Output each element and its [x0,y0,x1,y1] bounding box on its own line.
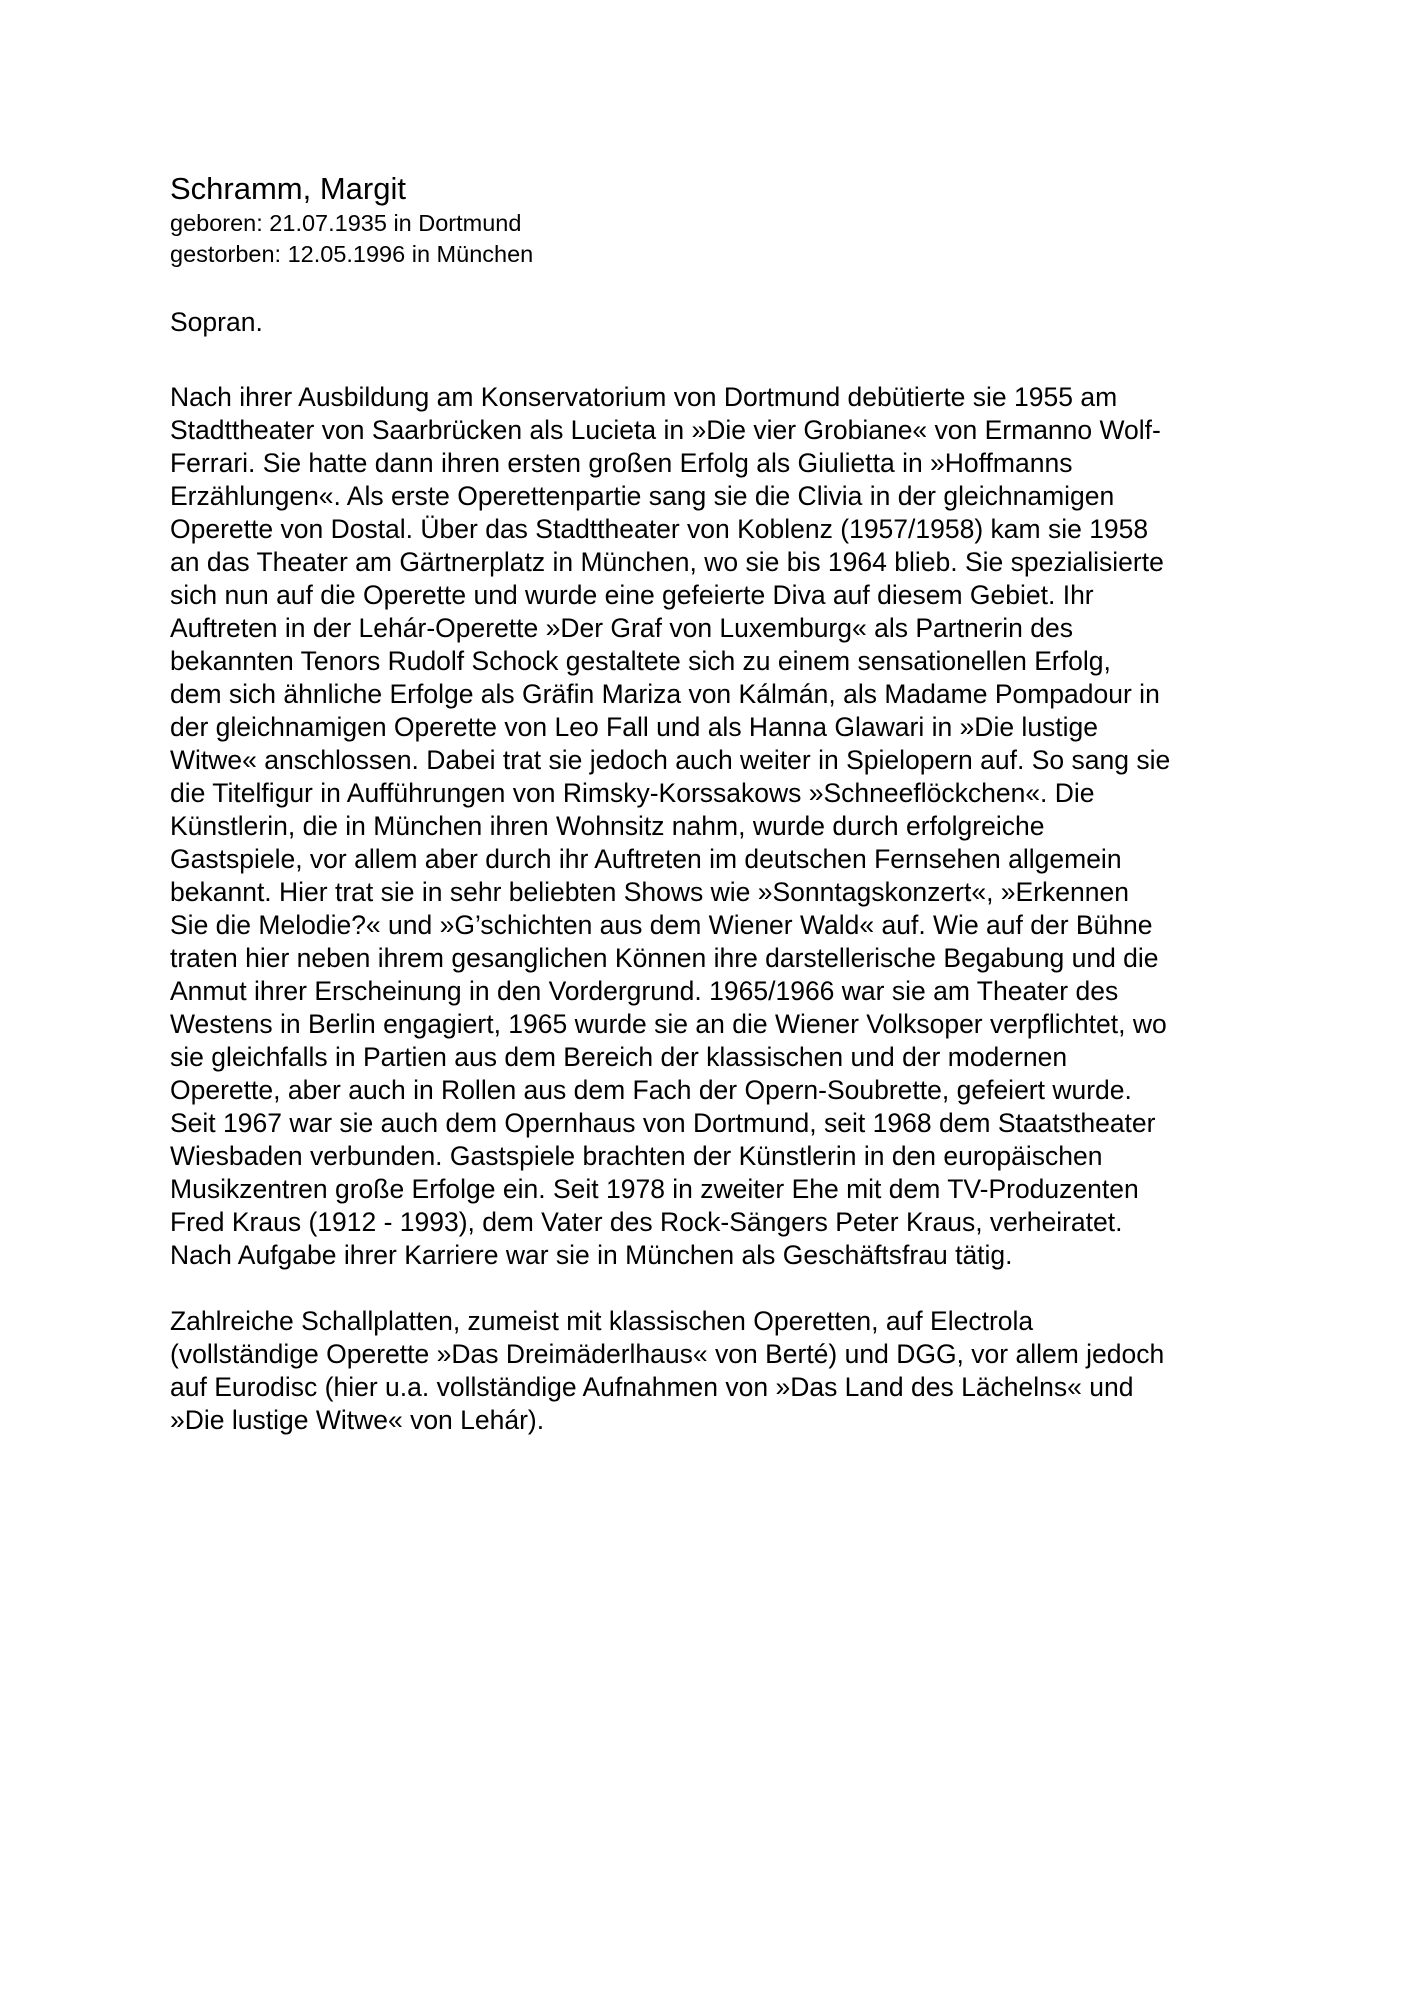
biography-paragraph [170,381,1270,1272]
biography-line: Erzählungen«. Als erste Operettenpartie sang sie die Clivia in der gleichnamigen [170,481,1115,511]
biography-line: Operette, aber auch in Rollen aus dem Fach der Opern-Soubrette, gefeiert wurde. [170,1075,1132,1105]
biography-line: Sie die Melodie?« und »G’schichten aus dem Wiener Wald« auf. Wie auf der Bühne [170,910,1153,940]
discography-line: Zahlreiche Schallplatten, zumeist mit klassischen Operetten, auf Electrola [170,1306,1034,1336]
biography-line: Auftreten in der Lehár-Operette »Der Graf von Luxemburg« als Partnerin des [170,613,1073,643]
biography-line: Gastspiele, vor allem aber durch ihr Auftreten im deutschen Fernsehen allgemein [170,844,1122,874]
biography-line: Nach Aufgabe ihrer Karriere war sie in München als Geschäftsfrau tätig. [170,1240,1013,1270]
biography-line: Stadttheater von Saarbrücken als Lucieta in »Die vier Grobiane« von Ermanno Wolf- [170,415,1161,445]
discography-line: auf Eurodisc (hier u.a. vollständige Aufnahmen von »Das Land des Lächelns« und [170,1372,1134,1402]
biography-line: bekannt. Hier trat sie in sehr beliebten Shows wie »Sonntagskonzert«, »Erkennen [170,877,1129,907]
biography-line: Musikzentren große Erfolge ein. Seit 1978 in zweiter Ehe mit dem TV-Produzenten [170,1174,1139,1204]
death-info: gestorben: 12.05.1996 in München [170,241,534,267]
biography-line: Fred Kraus (1912 - 1993), dem Vater des Rock-Sängers Peter Kraus, verheiratet. [170,1207,1123,1237]
biography-line: dem sich ähnliche Erfolge als Gräfin Mariza von Kálmán, als Madame Pompadour in [170,679,1160,709]
birth-info: geboren: 21.07.1935 in Dortmund [170,210,522,236]
biography-line: der gleichnamigen Operette von Leo Fall und als Hanna Glawari in »Die lustige [170,712,1099,742]
biography-line: traten hier neben ihrem gesanglichen Können ihre darstellerische Begabung und die [170,943,1159,973]
biography-line: Wiesbaden verbunden. Gastspiele brachten der Künstlerin in den europäischen [170,1141,1103,1171]
document-page [170,170,1270,1437]
biography-line: Witwe« anschlossen. Dabei trat sie jedoch auch weiter in Spielopern auf. So sang sie [170,745,1171,775]
biography-line: Ferrari. Sie hatte dann ihren ersten großen Erfolg als Giulietta in »Hoffmanns [170,448,1073,478]
biography-line: an das Theater am Gärtnerplatz in München, wo sie bis 1964 blieb. Sie spezialisierte [170,547,1164,577]
biography-line: Operette von Dostal. Über das Stadttheater von Koblenz (1957/1958) kam sie 1958 [170,514,1149,544]
biography-line: Nach ihrer Ausbildung am Konservatorium von Dortmund debütierte sie 1955 am [170,382,1118,412]
biography-line: die Titelfigur in Aufführungen von Rimsky-Korssakows »Schneeflöckchen«. Die [170,778,1095,808]
biography-line: Künstlerin, die in München ihren Wohnsitz nahm, wurde durch erfolgreiche [170,811,1045,841]
person-name: Schramm, Margit [170,171,406,206]
voice-type: Sopran. [170,307,263,337]
biography-line: sich nun auf die Operette und wurde eine gefeierte Diva auf diesem Gebiet. Ihr [170,580,1094,610]
discography-line: »Die lustige Witwe« von Lehár). [170,1405,545,1435]
biography-line: Seit 1967 war sie auch dem Opernhaus von Dortmund, seit 1968 dem Staatstheater [170,1108,1156,1138]
discography-paragraph [170,1305,1270,1437]
biography-line: Westens in Berlin engagiert, 1965 wurde sie an die Wiener Volksoper verpflichtet, wo [170,1009,1167,1039]
biography-line: bekannten Tenors Rudolf Schock gestaltete sich zu einem sensationellen Erfolg, [170,646,1111,676]
biography-line: sie gleichfalls in Partien aus dem Bereich der klassischen und der modernen [170,1042,1068,1072]
biography-line: Anmut ihrer Erscheinung in den Vordergrund. 1965/1966 war sie am Theater des [170,976,1119,1006]
discography-line: (vollständige Operette »Das Dreimäderlhaus« von Berté) und DGG, vor allem jedoch [170,1339,1165,1369]
